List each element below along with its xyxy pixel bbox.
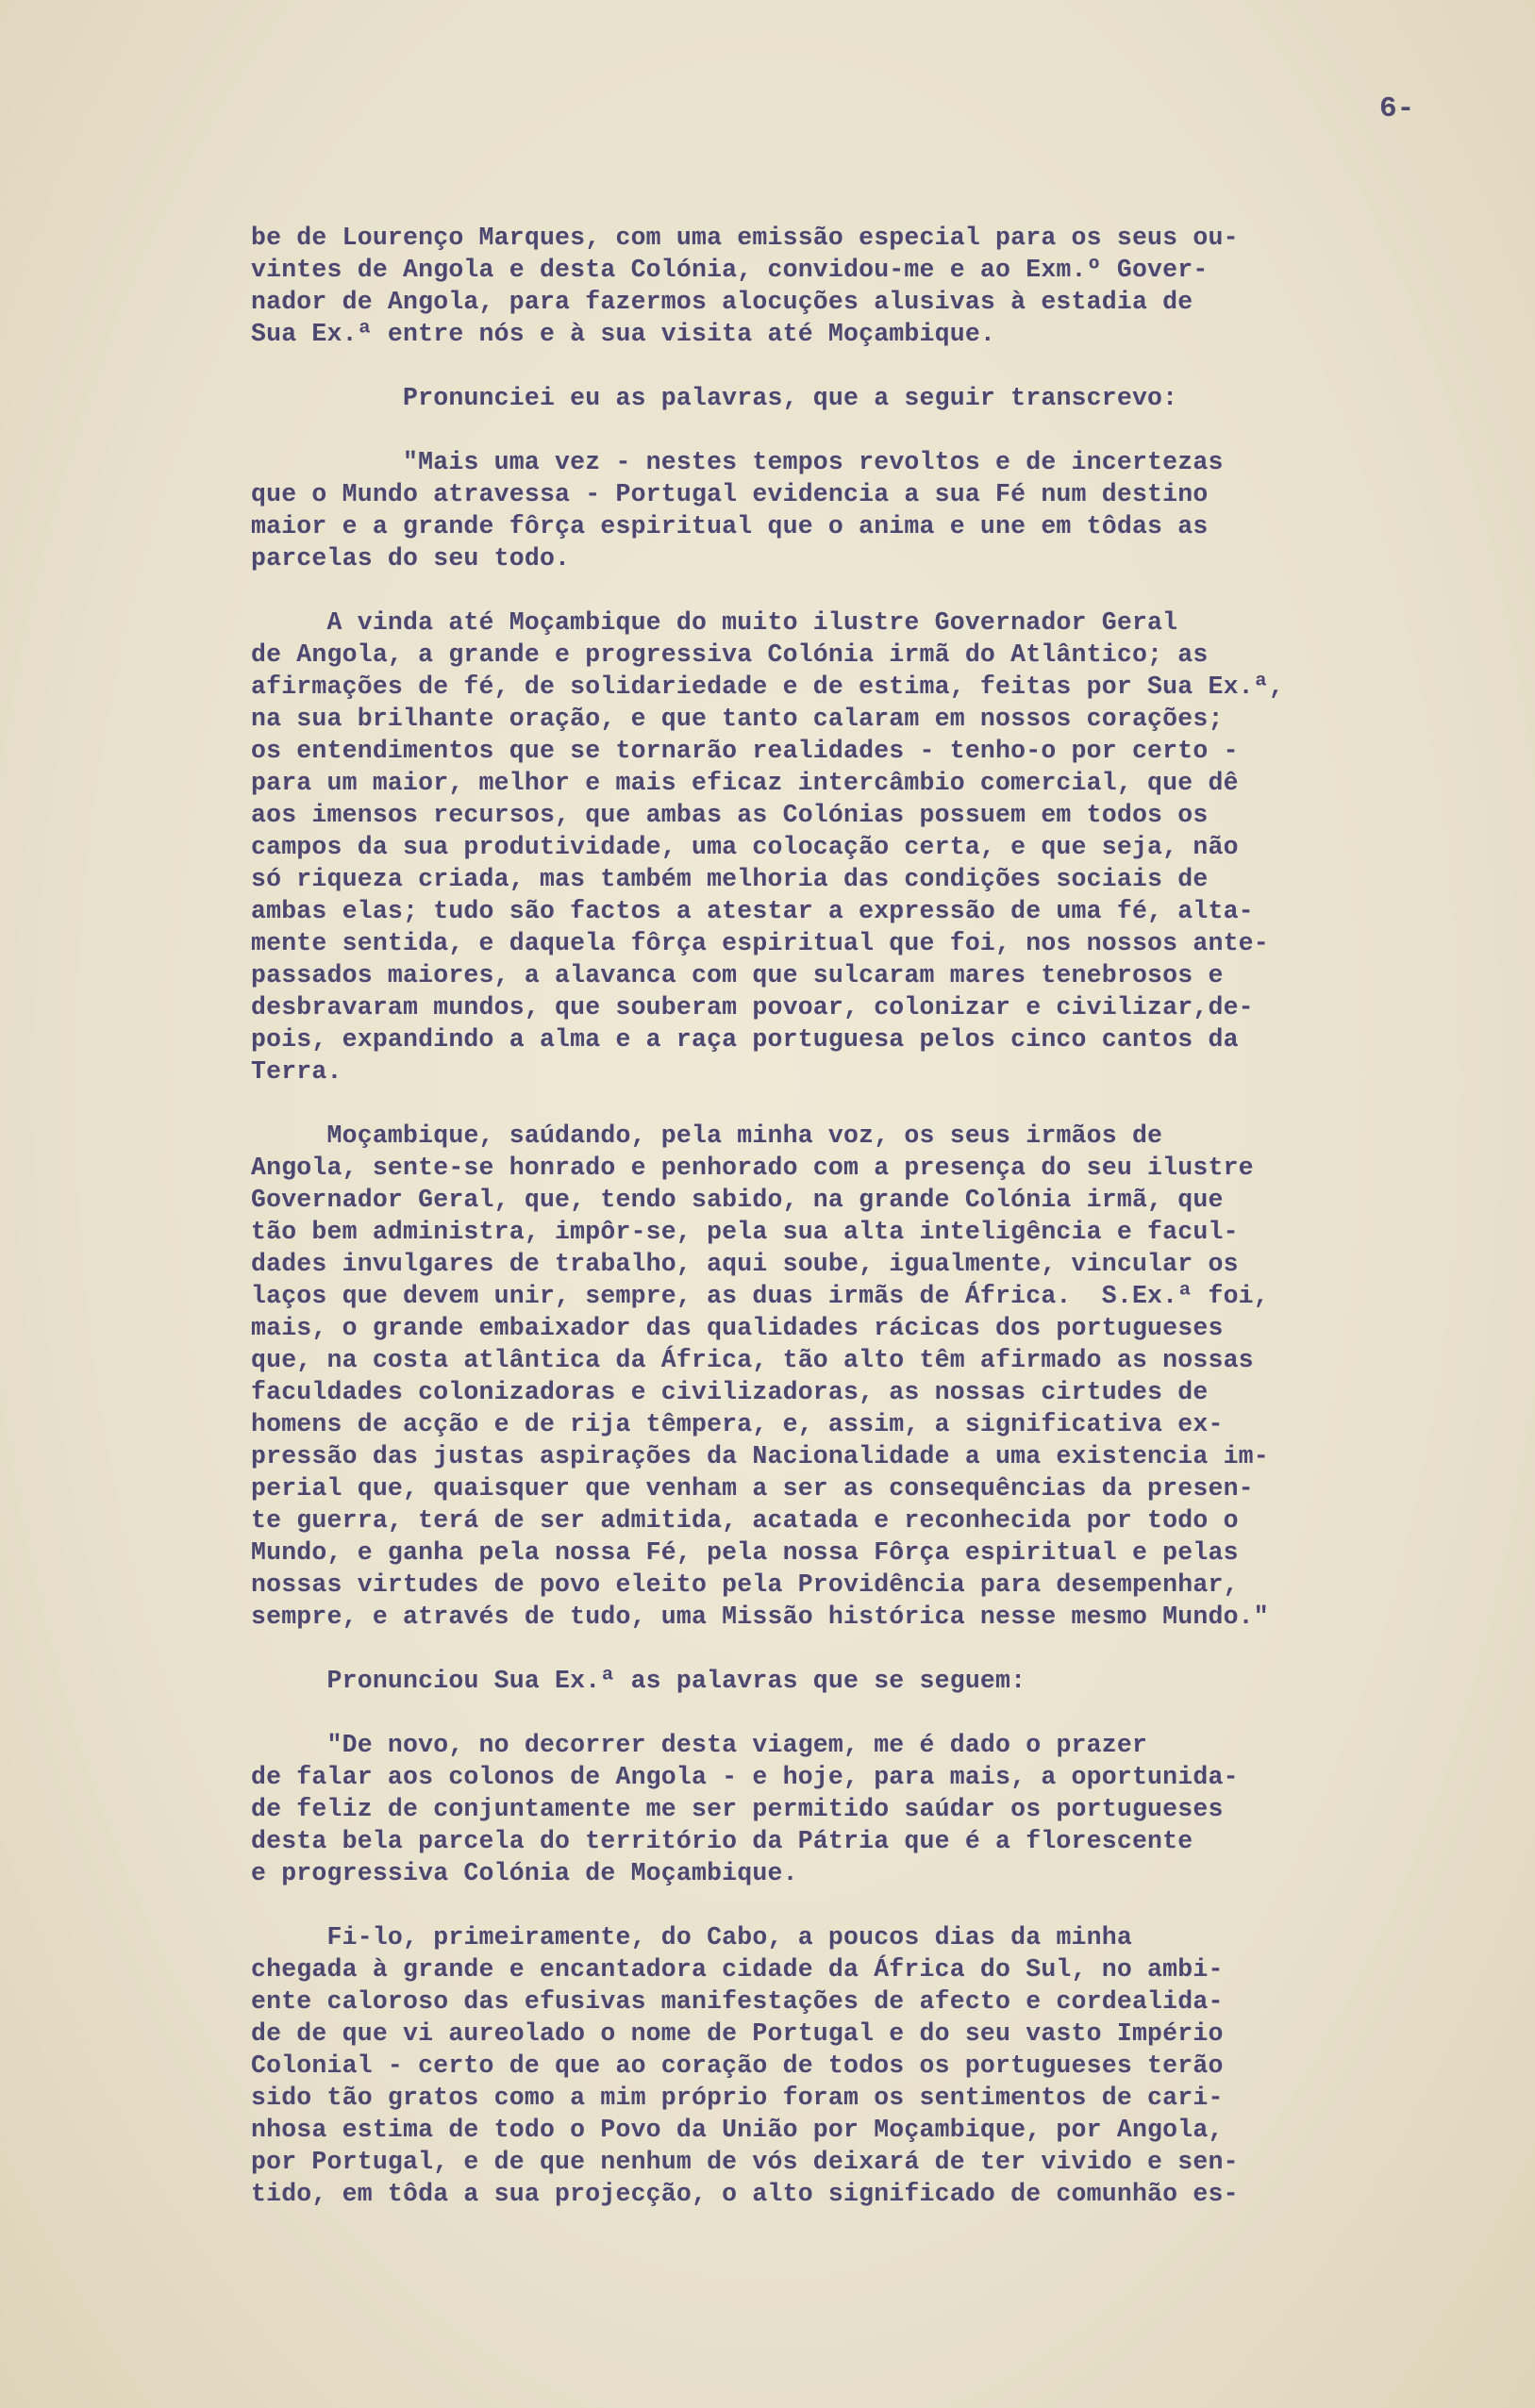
paragraph-governor-visit: A vinda até Moçambique do muito ilustre Governador Geral de Angola, a grande e progressiva Colónia irmã do Atlântico; as afirmações de fé, de solidariedade e de estima, feitas por Sua Ex.ª, na sua brilhante oração, e que tanto calaram em nossos corações; os entendimentos que se tornarão realidades - tenho-o por certo - para um maior, melhor e mais eficaz intercâmbio comercial, que dê aos imensos recursos, que ambas as Colónias possuem em todos os campos da sua produtividade, uma colocação certa, e que seja, não só riqueza criada, mas também melhoria das condições sociais de ambas elas; tudo são factos a atestar a expressão de uma fé, alta- mente sentida, e daquela fôrça espiritual que foi, nos nossos ante- passados maiores, a alavanca com que sulcaram mares tenebrosos e desbravaram mundos, que souberam povoar, colonizar e civilizar,de- pois, expandindo a alma e a raça portuguesa pelos cinco cantos da Terra. bbox=[251, 608, 1284, 1086]
document-body bbox=[251, 222, 1496, 2242]
paragraph-cape-visit: Fi-lo, primeiramente, do Cabo, a poucos dias da minha chegada à grande e encantadora cidade da África do Sul, no ambi- ente caloroso das efusivas manifestações de afecto e cordealida- de de que vi aureolado o nome de Portugal e do seu vasto Império Colonial - certo de que ao coração de todos os portugueses terão sido tão gratos como a mim próprio foram os sentimentos de cari- nhosa estima de todo o Povo da União por Moçambique, por Angola, por Portugal, e de que nenhum de vós deixará de ter vivido e sen- tido, em tôda a sua projecção, o alto significado de comunhão es- bbox=[251, 1923, 1239, 2208]
paragraph-reply-intro: Pronunciou Sua Ex.ª as palavras que se seguem: bbox=[251, 1667, 1026, 1695]
paragraph-speech-opening: "Mais uma vez - nestes tempos revoltos e de incertezas que o Mundo atravessa - Portugal evidencia a sua Fé num destino maior e a grande fôrça espiritual que o anima e une em tôdas as parcelas do seu todo. bbox=[251, 448, 1224, 573]
page-number: 6- bbox=[1379, 92, 1415, 125]
paragraph-mozambique-greeting: Moçambique, saúdando, pela minha voz, os seus irmãos de Angola, sente-se honrado e penhorado com a presença do seu ilustre Governador Geral, que, tendo sabido, na grande Colónia irmã, que tão bem administra, impôr-se, pela sua alta inteligência e facul- dades invulgares de trabalho, aqui soube, igualmente, vincular os laços que devem unir, sempre, as duas irmãs de África. S.Ex.ª foi, mais, o grande embaixador das qualidades rácicas dos portugueses que, na costa atlântica da África, tão alto têm afirmado as nossas faculdades colonizadoras e civilizadoras, as nossas cirtudes de homens de acção e de rija têmpera, e, assim, a significativa ex- pressão das justas aspirações da Nacionalidade a uma existencia im- perial que, quaisquer que venham a ser as consequências da presen- te guerra, terá de ser admitida, acatada e reconhecida por todo o Mundo, e ganha pela nossa Fé, pela nossa Fôrça espiritual e pelas nossas virtudes de povo eleito pela Providência para desempenhar, sempre, e através de tudo, uma Missão histórica nesse mesmo Mundo." bbox=[251, 1121, 1269, 1631]
paragraph-broadcast-intro: be de Lourenço Marques, com uma emissão especial para os seus ou- vintes de Angola e desta Colónia, convidou-me e ao Exm.º Gover- nador de Angola, para fazermos alocuções alusivas à estadia de Sua Ex.ª entre nós e à sua visita até Moçambique. bbox=[251, 224, 1239, 348]
paragraph-reply-opening: "De novo, no decorrer desta viagem, me é dado o prazer de falar aos colonos de Angola - e hoje, para mais, a oportunida- de feliz de conjuntamente me ser permitido saúdar os portugueses desta bela parcela do território da Pátria que é a florescente e progressiva Colónia de Moçambique. bbox=[251, 1731, 1239, 1887]
paragraph-speech-intro: Pronunciei eu as palavras, que a seguir transcrevo: bbox=[251, 384, 1178, 412]
